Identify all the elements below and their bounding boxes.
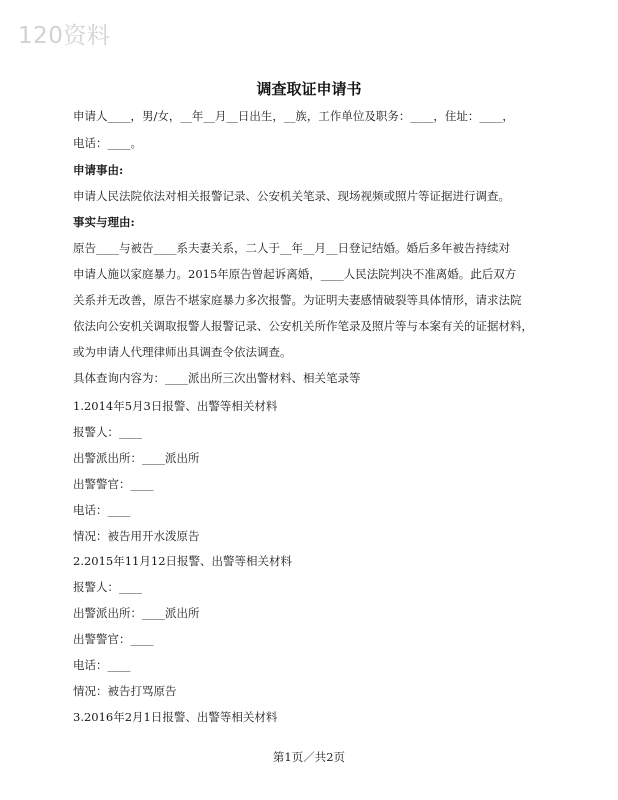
document-title: 调查取证申请书 <box>256 80 362 98</box>
page-number: 第1页／共2页 <box>272 750 346 764</box>
record-1-reporter: 报警人：____ <box>73 425 142 439</box>
section-heading-facts <box>73 214 553 230</box>
record-2-heading: 2.2015年11月12日报警、出警等相关材料 <box>73 554 293 568</box>
record-1-situation: 情况：被告用开水泼原告 <box>73 529 200 543</box>
record-2-reporter: 报警人：____ <box>73 580 142 594</box>
paragraph-facts-line: 或为申请人代理律师出具调查令依法调查。 <box>73 345 292 359</box>
record-2-station: 出警派出所：____派出所 <box>73 606 200 620</box>
applicant-info: 申请人____，男/女，__年__月__日出生，__族，工作单位及职务：____，住址：____， <box>73 109 514 123</box>
paragraph-facts-line: 关系并无改善，原告不堪家庭暴力多次报警。为证明夫妻感情破裂等具体情形，请求法院 <box>73 293 522 307</box>
query-content: 具体查询内容为：____派出所三次出警材料、相关笔录等 <box>73 371 361 385</box>
record-2-phone: 电话：____ <box>73 658 131 672</box>
record-2-situation: 情况：被告打骂原告 <box>73 684 177 698</box>
section-heading-reason <box>73 162 553 178</box>
record-2-officer: 出警警官：____ <box>73 632 154 646</box>
section-heading-facts-text: 事实与理由: <box>73 215 135 229</box>
paragraph-facts-line: 原告____与被告____系夫妻关系，二人于__年__月__日登记结婚。婚后多年被告持续对 <box>73 241 510 255</box>
watermark-logo: 120资料 <box>18 23 111 49</box>
record-3-heading: 3.2016年2月1日报警、出警等相关材料 <box>73 710 278 724</box>
paragraph-reason: 申请人民法院依法对相关报警记录、公安机关笔录、现场视频或照片等证据进行调查。 <box>73 189 510 203</box>
record-1-heading: 1.2014年5月3日报警、出警等相关材料 <box>73 399 278 413</box>
applicant-phone: 电话：____。 <box>73 136 142 150</box>
record-1-station: 出警派出所：____派出所 <box>73 451 200 465</box>
record-1-officer: 出警警官：____ <box>73 477 154 491</box>
record-1-phone: 电话：____ <box>73 503 131 517</box>
paragraph-facts-line: 依法向公安机关调取报警人报警记录、公安机关所作笔录及照片等与本案有关的证据材料， <box>73 319 533 333</box>
section-heading-reason-text: 申请事由: <box>73 163 124 177</box>
paragraph-facts-line: 申请人施以家庭暴力。2015年原告曾起诉离婚，____人民法院判决不准离婚。此后双方 <box>73 267 517 281</box>
